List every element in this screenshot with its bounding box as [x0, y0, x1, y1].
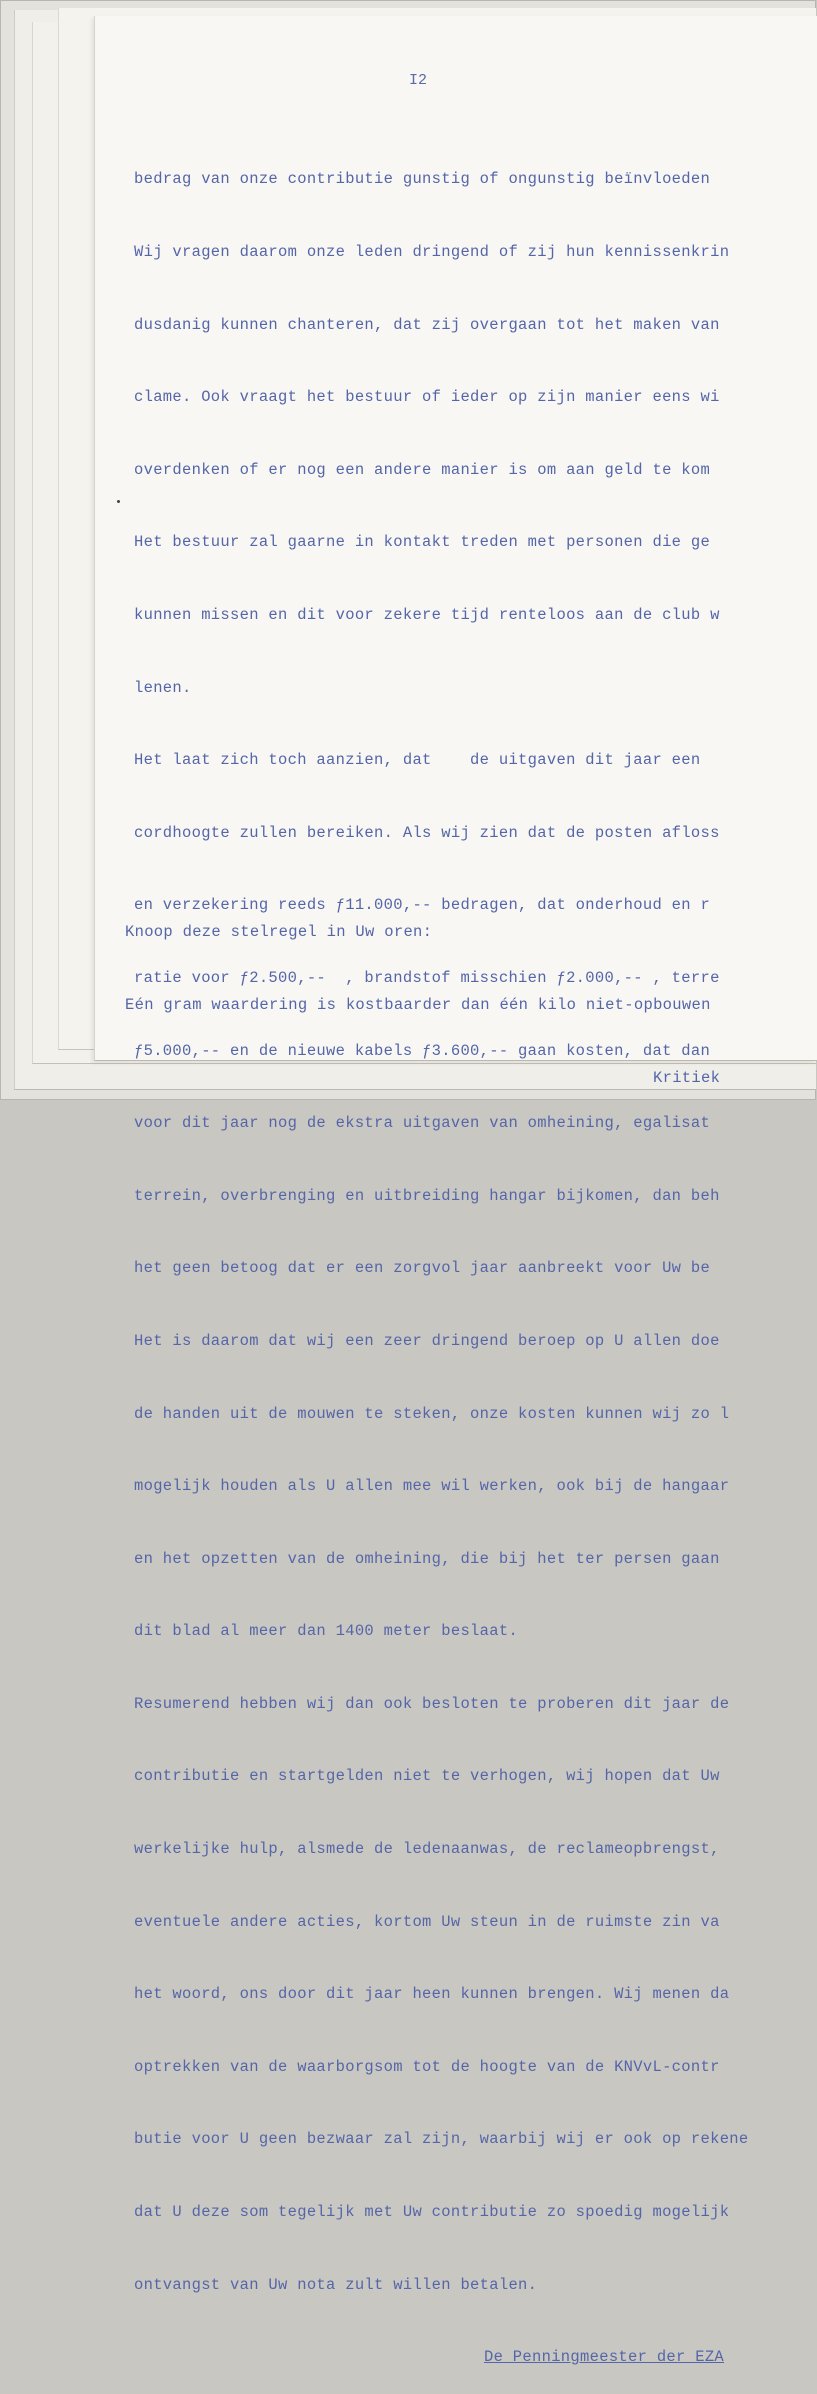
text-line: Het is daarom dat wij een zeer dringend beroep op U allen doe — [134, 1331, 720, 1350]
text-line: mogelijk houden als U allen mee wil werken, ook bij de hangaar — [134, 1477, 730, 1496]
text-line: werkelijke hulp, alsmede de ledenaanwas, de reclameopbrengst, — [134, 1840, 720, 1859]
typed-body — [134, 119, 749, 2394]
text-line: contributie en startgelden niet te verhogen, wij hopen dat Uw — [134, 1767, 720, 1786]
text-line: het geen betoog dat er een zorgvol jaar aanbreekt voor Uw be — [134, 1259, 711, 1278]
text-line: ƒ5.000,-- en de nieuwe kabels ƒ3.600,-- gaan kosten, dat dan — [134, 1041, 711, 1060]
closing-maxim — [125, 872, 720, 1114]
text-line: voor dit jaar nog de ekstra uitgaven van omheining, egalisat — [134, 1114, 711, 1133]
text-line: bedrag van onze contributie gunstig of ongunstig beïnvloeden — [134, 170, 711, 189]
page-number: I2 — [409, 72, 428, 89]
text-line: dusdanig kunnen chanteren, dat zij overgaan tot het maken van — [134, 315, 720, 334]
text-line: en het opzetten van de omheining, die bij het ter persen gaan — [134, 1549, 720, 1568]
text-line: butie voor U geen bezwaar zal zijn, waarbij wij er ook op rekene — [134, 2130, 749, 2149]
stray-ink-dot — [117, 500, 120, 503]
text-line: lenen. — [134, 678, 192, 697]
text-line: clame. Ook vraagt het bestuur of ieder op zijn manier eens wi — [134, 388, 720, 407]
text-line: terrein, overbrenging en uitbreiding hangar bijkomen, dan beh — [134, 1186, 720, 1205]
text-line: Het laat zich toch aanzien, dat de uitgaven dit jaar een — [134, 751, 701, 770]
maxim-attribution: Kritiek — [653, 1068, 721, 1087]
text-line: ratie voor ƒ2.500,-- , brandstof misschien ƒ2.000,-- , terre — [134, 968, 720, 987]
text-line: het woord, ons door dit jaar heen kunnen brengen. Wij menen da — [134, 1985, 730, 2004]
maxim-intro: Knoop deze stelregel in Uw oren: — [125, 923, 433, 942]
text-line: en verzekering reeds ƒ11.000,-- bedragen, dat onderhoud en r — [134, 896, 711, 915]
text-line: kunnen missen en dit voor zekere tijd renteloos aan de club w — [134, 605, 720, 624]
text-line: Wij vragen daarom onze leden dringend of zij hun kennissenkrin — [134, 243, 730, 261]
text-line: eventuele andere acties, kortom Uw steun in de ruimste zin va — [134, 1912, 720, 1931]
text-line: Resumerend hebben wij dan ook besloten te proberen dit jaar de — [134, 1694, 730, 1713]
text-line: ontvangst van Uw nota zult willen betalen. — [134, 2275, 538, 2294]
text-line: optrekken van de waarborgsom tot de hoogte van de KNVvL-contr — [134, 2057, 720, 2076]
text-line: dit blad al meer dan 1400 meter beslaat. — [134, 1622, 519, 1641]
text-line: Het bestuur zal gaarne in kontakt treden met personen die ge — [134, 533, 711, 552]
text-line: cordhoogte zullen bereiken. Als wij zien dat de posten afloss — [134, 823, 720, 842]
text-line: overdenken of er nog een andere manier is om aan geld te kom — [134, 460, 711, 479]
text-line: de handen uit de mouwen te steken, onze kosten kunnen wij zo l — [134, 1404, 730, 1423]
text-line: dat U deze som tegelijk met Uw contributie zo spoedig mogelijk — [134, 2203, 730, 2222]
treasurer-signature: De Penningmeester der EZA — [484, 2348, 725, 2367]
maxim-text: Eén gram waardering is kostbaarder dan één kilo niet-opbouwen — [125, 996, 711, 1014]
